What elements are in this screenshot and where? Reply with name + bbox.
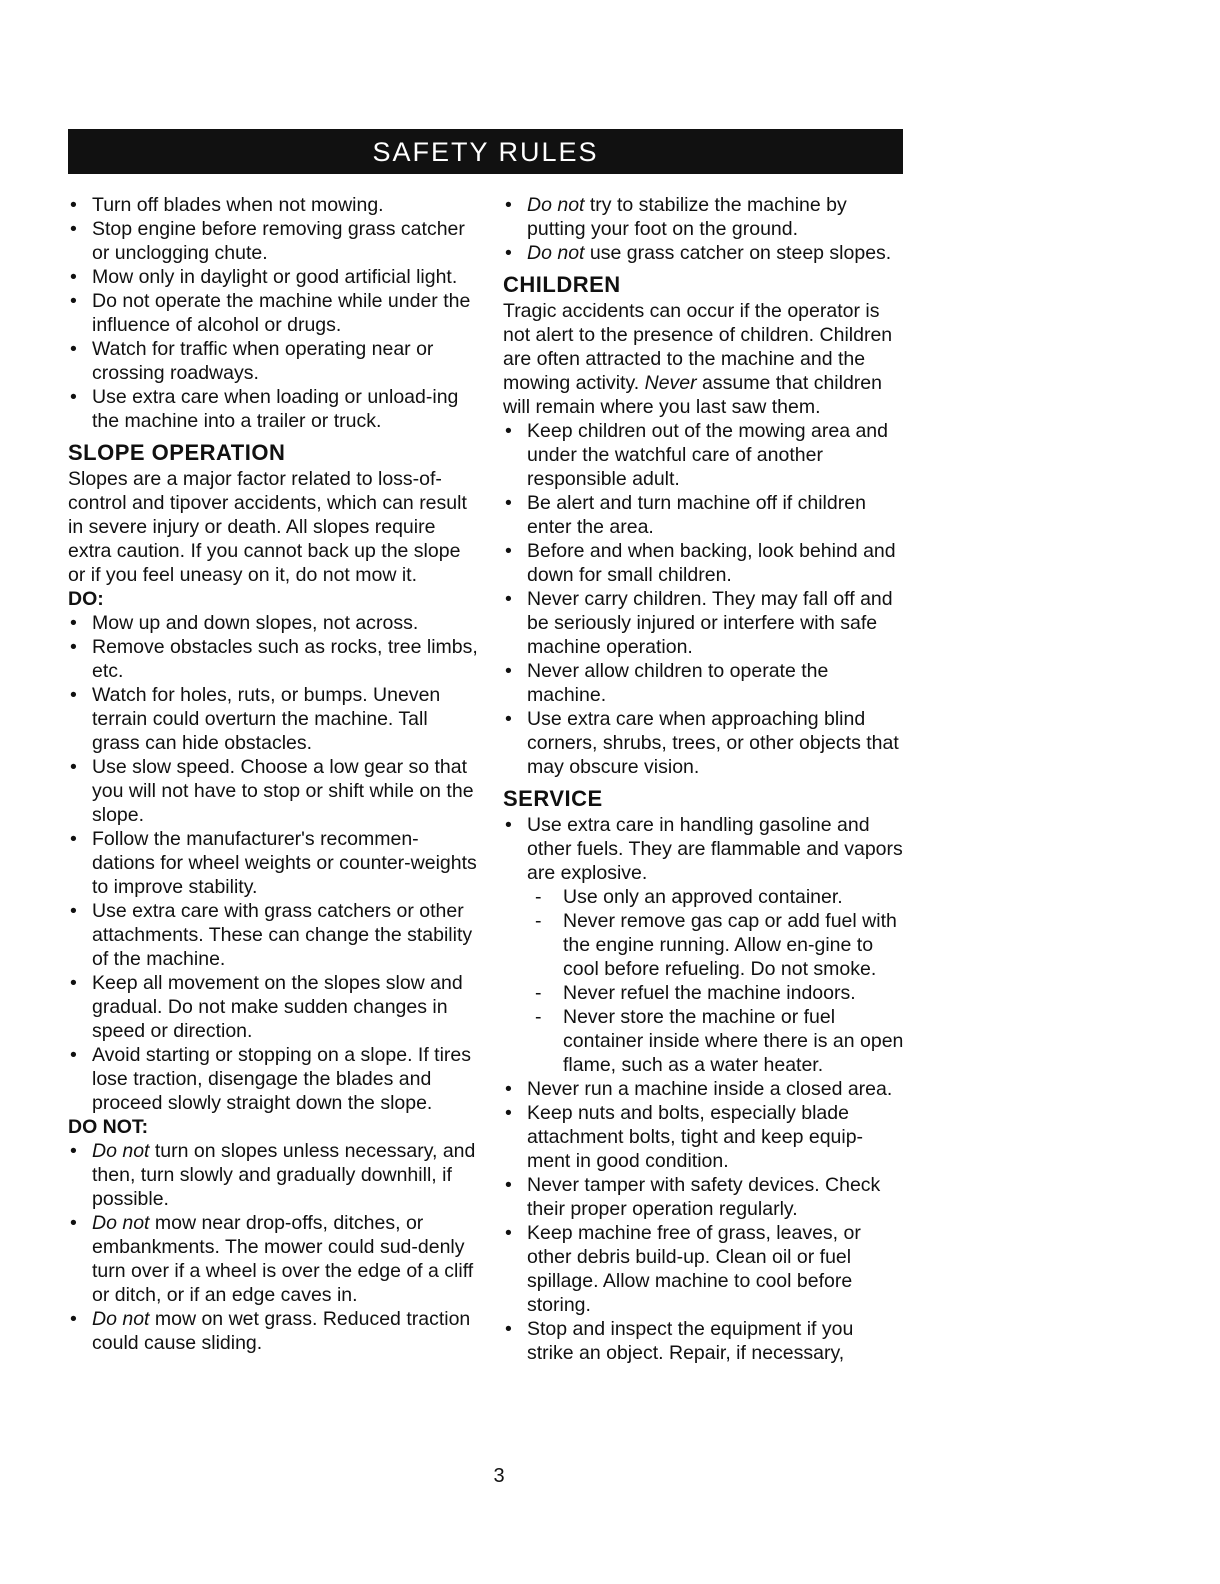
sub-list-item: - Use only an approved container.	[503, 885, 905, 909]
list-item: • Keep children out of the mowing area and under the watchful care of another responsible adult.	[503, 419, 905, 491]
emphasis: Do not	[527, 242, 585, 264]
left-column	[68, 193, 480, 1355]
list-item: • Watch for holes, ruts, or bumps. Uneven terrain could overturn the machine. Tall grass can hide obstacles.	[68, 683, 480, 755]
list-item-text: try to stabilize the machine by putting your foot on the ground.	[527, 194, 847, 240]
page-number: 3	[493, 1465, 505, 1487]
list-item: • Never allow children to operate the machine.	[503, 659, 905, 707]
list-item: • Use extra care when approaching blind corners, shrubs, trees, or other objects that may obscure vision.	[503, 707, 905, 779]
list-item: • Watch for traffic when operating near or crossing roadways.	[68, 337, 480, 385]
list-item: • Mow up and down slopes, not across.	[68, 611, 480, 635]
list-item: • Follow the manufacturer's recommen-dations for wheel weights or counter-weights to improve stability.	[68, 827, 480, 899]
list-item: • Keep nuts and bolts, especially blade attachment bolts, tight and keep equip-ment in good condition.	[503, 1101, 905, 1173]
page-title: SAFETY RULES	[68, 129, 903, 174]
list-item	[68, 1139, 480, 1211]
list-item: • Never carry children. They may fall off and be seriously injured or interfere with safe machine operation.	[503, 587, 905, 659]
emphasis: Do not	[92, 1308, 150, 1330]
list-item	[503, 241, 905, 265]
section-heading-service: SERVICE	[503, 786, 603, 811]
list-item: • Use extra care when loading or unload-ing the machine into a trailer or truck.	[68, 385, 480, 433]
list-item: • Stop engine before removing grass catcher or unclogging chute.	[68, 217, 480, 265]
emphasis: Never	[644, 372, 697, 394]
list-item-text: turn on slopes unless necessary, and then, turn slowly and gradually downhill, if possible.	[92, 1140, 476, 1210]
children-intro-end: assume that children will remain where you last saw them.	[503, 372, 882, 418]
list-item: • Never run a machine inside a closed area.	[503, 1077, 905, 1101]
list-item: • Use slow speed. Choose a low gear so that you will not have to stop or shift while on the slope.	[68, 755, 480, 827]
list-item: • Mow only in daylight or good artificial light.	[68, 265, 480, 289]
list-item: • Avoid starting or stopping on a slope. If tires lose traction, disengage the blades and proceed slowly straight down the slope.	[68, 1043, 480, 1115]
list-item-text: use grass catcher on steep slopes.	[584, 242, 892, 264]
do-label: DO:	[68, 588, 104, 610]
sub-list-item: - Never remove gas cap or add fuel with the engine running. Allow en-gine to cool before refueling. Do not smoke.	[503, 909, 905, 981]
children-intro	[503, 299, 905, 419]
list-item: • Turn off blades when not mowing.	[68, 193, 480, 217]
list-item: • Do not operate the machine while under the influence of alcohol or drugs.	[68, 289, 480, 337]
list-item: • Use extra care with grass catchers or other attachments. These can change the stability of the machine.	[68, 899, 480, 971]
emphasis: Do not	[92, 1140, 150, 1162]
section-heading-slope: SLOPE OPERATION	[68, 440, 286, 465]
list-item: • Remove obstacles such as rocks, tree limbs, etc.	[68, 635, 480, 683]
right-column	[503, 193, 905, 1365]
sub-list-item: - Never store the machine or fuel container inside where there is an open flame, such as a water heater.	[503, 1005, 905, 1077]
list-item: • Stop and inspect the equipment if you strike an object. Repair, if necessary,	[503, 1317, 905, 1365]
children-intro-text: Tragic accidents can occur if the operator is not alert to the presence of children. Children are often attracted to the machine and the mowing activity.	[503, 300, 893, 394]
list-item: • Keep all movement on the slopes slow and gradual. Do not make sudden changes in speed or direction.	[68, 971, 480, 1043]
sub-list-item: - Never refuel the machine indoors.	[503, 981, 905, 1005]
do-not-label: DO NOT:	[68, 1116, 149, 1138]
list-item-text: mow on wet grass. Reduced traction could cause sliding.	[92, 1308, 471, 1354]
list-item: • Never tamper with safety devices. Check their proper operation regularly.	[503, 1173, 905, 1221]
list-item: • Be alert and turn machine off if children enter the area.	[503, 491, 905, 539]
list-item-text: mow near drop-offs, ditches, or embankments. The mower could sud-denly turn over if a wheel is over the edge of a cliff or ditch, or if an edge caves in.	[92, 1212, 474, 1306]
list-item	[68, 1211, 480, 1307]
emphasis: Do not	[92, 1212, 150, 1234]
list-item: • Before and when backing, look behind and down for small children.	[503, 539, 905, 587]
list-item	[68, 1307, 480, 1355]
list-item: • Keep machine free of grass, leaves, or other debris build-up. Clean oil or fuel spillage. Allow machine to cool before storing.	[503, 1221, 905, 1317]
section-heading-children: CHILDREN	[503, 272, 621, 297]
list-item	[503, 193, 905, 241]
slope-intro: Slopes are a major factor related to loss-of-control and tipover accidents, which can result in severe injury or death. All slopes require extra caution. If you cannot back up the slope or if you feel uneasy on it, do not mow it.	[68, 468, 467, 586]
list-item: • Use extra care in handling gasoline and other fuels. They are flammable and vapors are explosive.	[503, 813, 905, 885]
emphasis: Do not	[527, 194, 585, 216]
